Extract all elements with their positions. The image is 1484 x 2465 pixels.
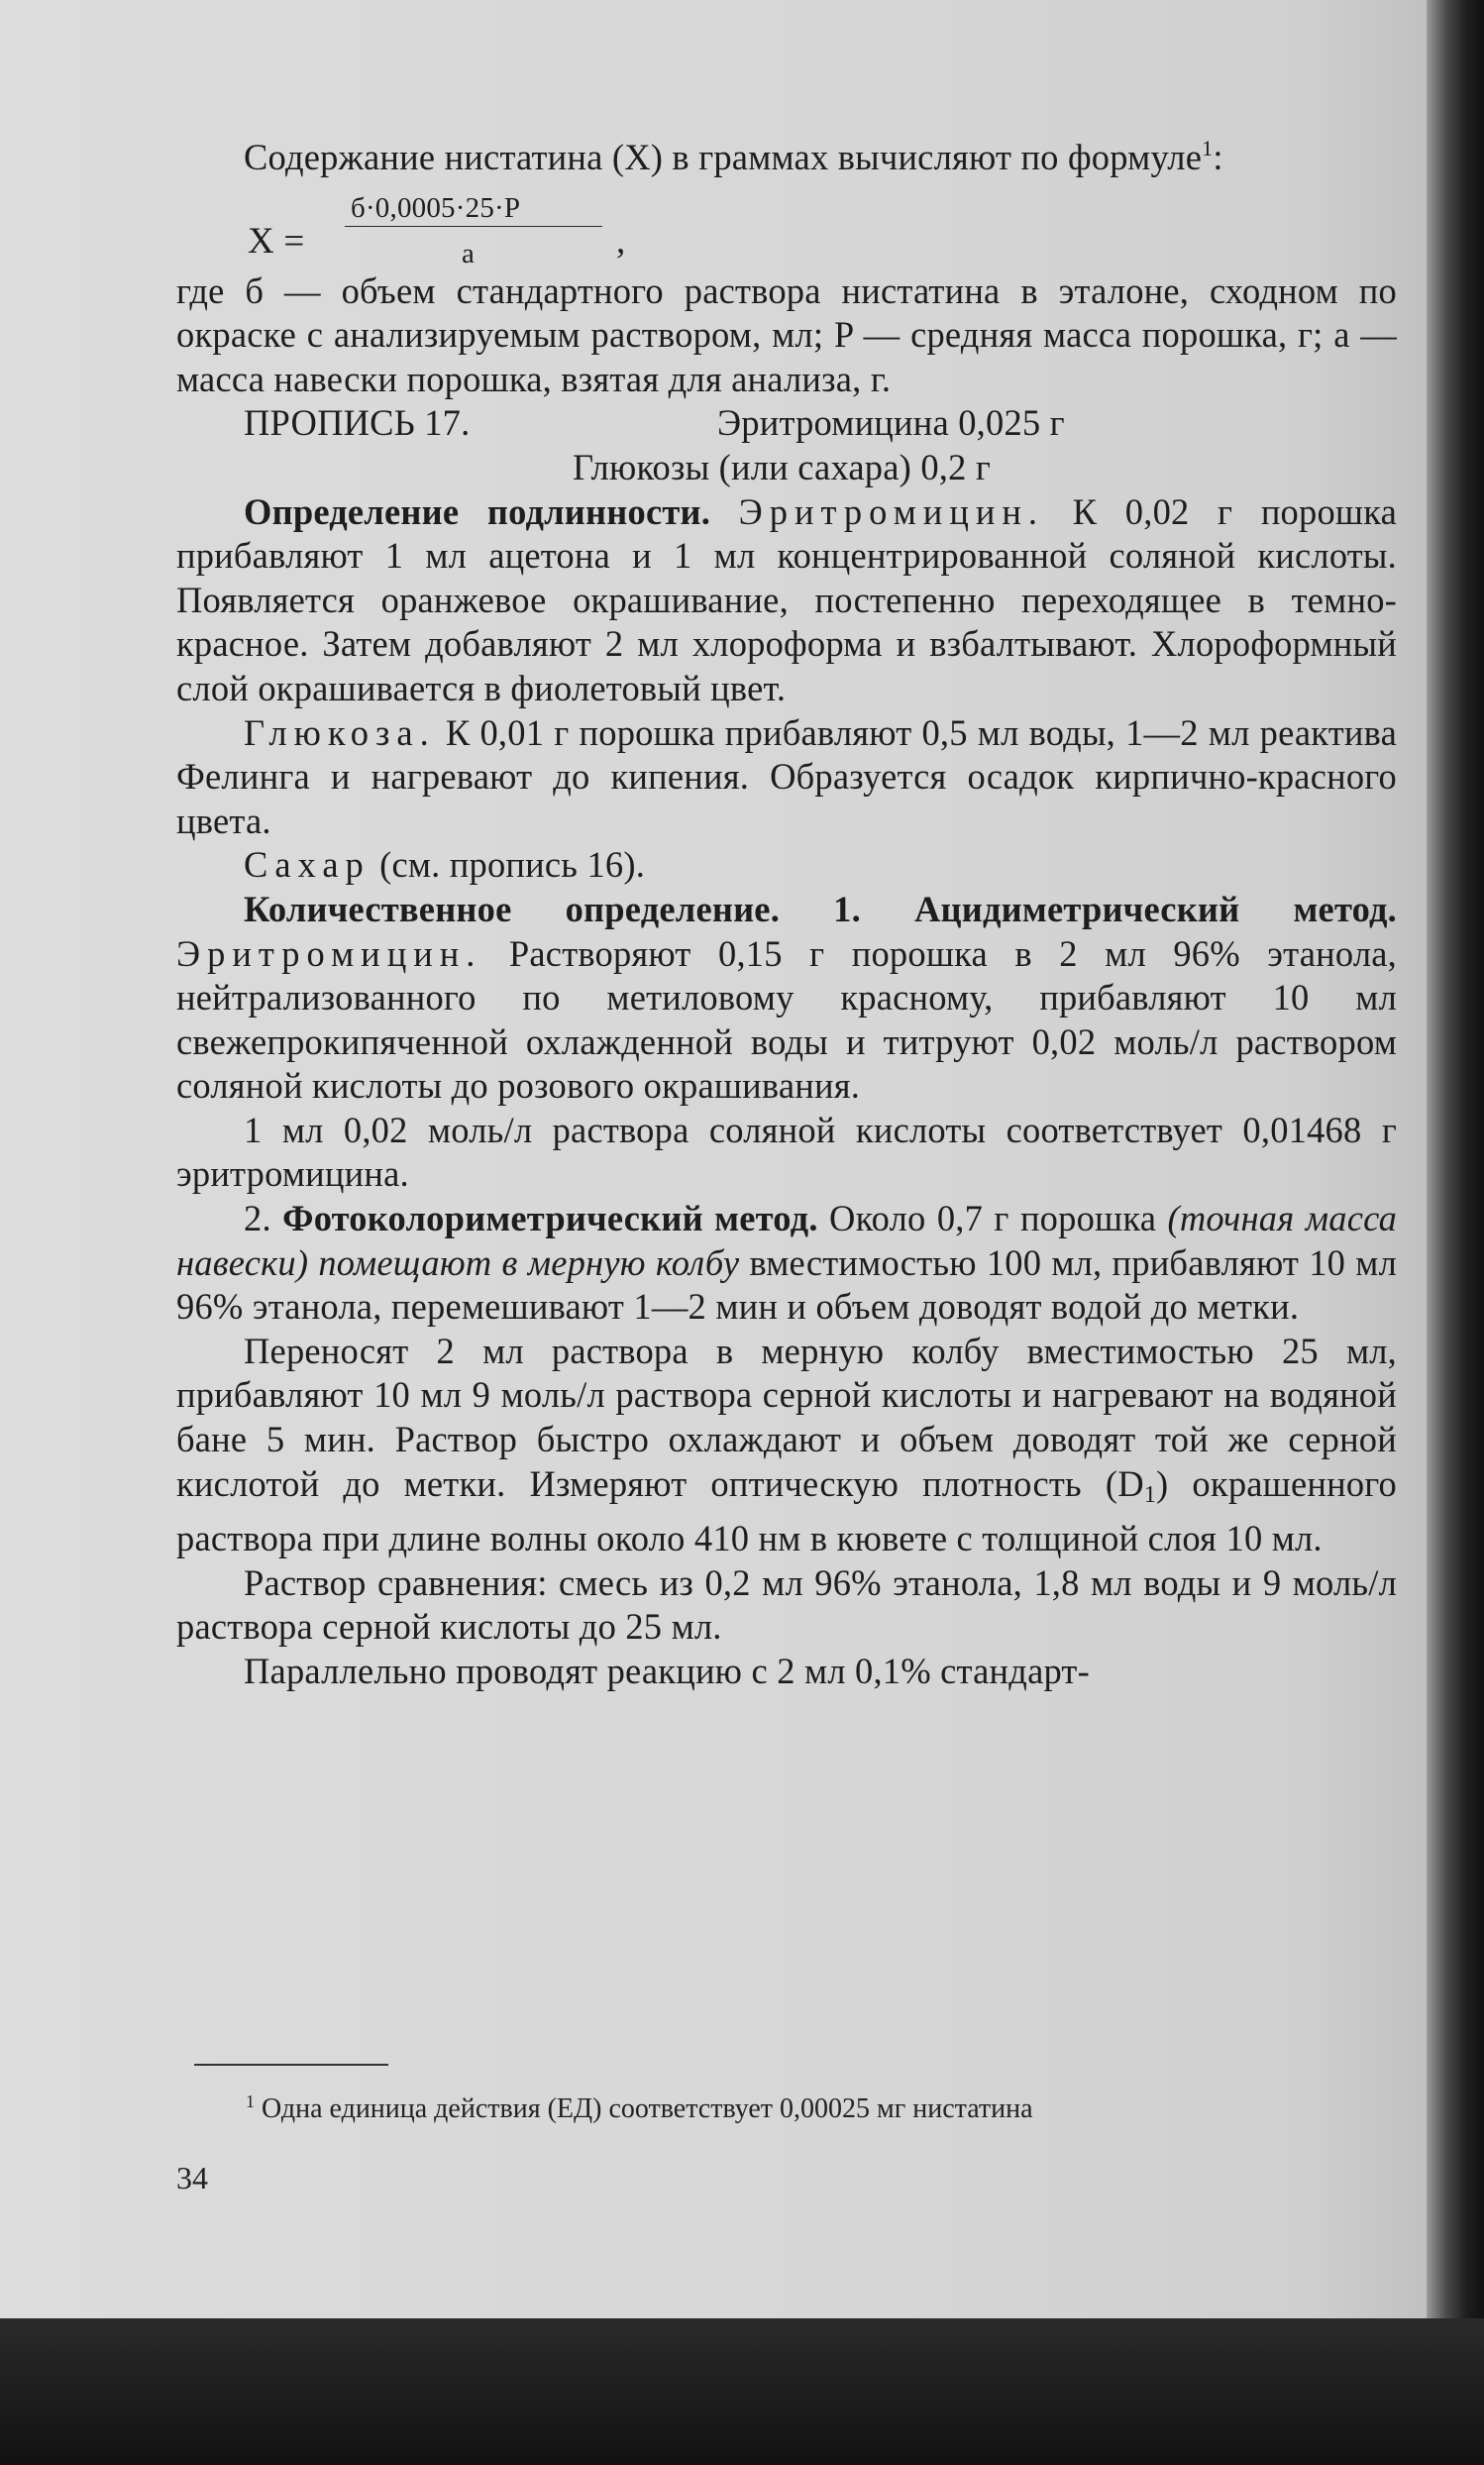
- prescription-label: ПРОПИСЬ 17.: [244, 402, 471, 444]
- prescription-item-1: Эритромицина 0,025 г: [717, 402, 1065, 444]
- formula: [176, 180, 1397, 271]
- formula-denominator: а: [462, 237, 476, 269]
- paragraph-reference-solution: Раствор сравнения: смесь из 0,2 мл 96% этанола, 1,8 мл воды и 9 моль/л раствора серной кислоты до 25 мл.: [176, 1561, 1397, 1648]
- text-span: Содержание нистатина (X) в граммах вычисляют по формуле: [244, 137, 1203, 177]
- text-span: Растворяют 0,15 г порошка в 2 мл 96% этанола, нейтрализованного по метиловому красному, прибавляют 10 мл свежепрокипяченной охлажденной воды и титруют 0,02 моль/л раствором соляной кислоты до розового окрашивания.: [176, 932, 1397, 1107]
- section-heading: Определение подлинности.: [244, 490, 711, 532]
- body-text: [176, 127, 1397, 1694]
- prescription-item-2: Глюкозы (или сахара) 0,2 г: [573, 446, 992, 487]
- text-span: ) окрашенного раствора при длине волны около 410 нм в кювете с толщиной слоя 10 мл.: [176, 1462, 1398, 1559]
- spaced-term: Сахар: [244, 844, 371, 886]
- footnote-reference: 1: [1202, 136, 1214, 161]
- footnote-mark: 1: [246, 2091, 255, 2111]
- text-span: :: [1213, 137, 1223, 177]
- footnote: [246, 2084, 1405, 2127]
- text-span: К 0,01 г порошка прибавляют 0,5 мл воды, 1—2 мл реактива Фелинга и нагревают до кипения. Образуется осадок кирпично-красного цвета.: [176, 711, 1397, 841]
- spaced-term: Эритромицин.: [176, 932, 482, 974]
- subscript: 1: [1143, 1481, 1157, 1508]
- formula-comma: ,: [616, 220, 626, 262]
- text-span: Одна единица действия (ЕД) соответствует 0,00025 мг нистатина: [262, 2093, 1033, 2124]
- text-span: вместимостью 100 мл, прибавляют 10 мл 96% этанола, перемешивают 1—2 мин и объем доводят водой до метки.: [176, 1241, 1397, 1328]
- paragraph-photocolorimetric: [176, 1197, 1397, 1330]
- paragraph-sugar: [176, 843, 1397, 888]
- paragraph-transfer: [176, 1330, 1397, 1561]
- formula-numerator: б·0,0005·25·P: [351, 191, 521, 224]
- paragraph-quantitative: [176, 888, 1397, 1109]
- paragraph-equivalence: 1 мл 0,02 моль/л раствора соляной кислоты соответствует 0,01468 г эритромицина.: [176, 1109, 1397, 1195]
- spaced-term: Глюкоза.: [244, 711, 436, 753]
- text-span: (см. пропись 16).: [379, 844, 646, 886]
- paragraph-parallel: Параллельно проводят реакцию с 2 мл 0,1% стандарт-: [244, 1651, 1090, 1691]
- italic-text: (точная масса навески) помещают в мерную колбу: [176, 1198, 1398, 1283]
- paragraph-formula-intro: [176, 127, 1397, 180]
- paragraph-glucose: [176, 711, 1397, 844]
- book-spine-shadow: [1427, 0, 1484, 2318]
- prescription-header: [176, 401, 1397, 446]
- prescription-line-2: [176, 446, 1397, 490]
- text-span: Переносят 2 мл раствора в мерную колбу вместимостью 25 мл, прибавляют 10 мл 9 моль/л раствора серной кислоты и нагревают на водяной бане 5 мин. Раствор быстро охлаждают и объем доводят той же серной кислотой до метки. Измеряют оптическую плотность (D: [176, 1330, 1397, 1504]
- fraction-bar: [345, 226, 602, 227]
- section-heading: Фотоколориметрический метод.: [282, 1198, 818, 1239]
- text-span: 2.: [244, 1198, 271, 1239]
- page-number: 34: [176, 2160, 208, 2196]
- spaced-term: Эритромицин.: [738, 490, 1045, 532]
- text-span: Около 0,7 г порошка: [829, 1198, 1157, 1239]
- footnote-separator: [194, 2064, 388, 2066]
- scanner-bed-edge: [0, 2318, 1484, 2465]
- text-span: К 0,02 г порошка прибавляют 1 мл ацетона и 1 мл концентрированной соляной кислоты. Появляется оранжевое окрашивание, постепенно переходящее в темно-красное. Затем добавляют 2 мл хлороформа и взбалтывают. Хлороформный слой окрашивается в фиолетовый цвет.: [176, 490, 1397, 708]
- paragraph-formula-legend: где б — объем стандартного раствора нистатина в эталоне, сходном по окраске с анализируемым раствором, мл; P — средняя масса порошка, г; а — масса навески порошка, взятая для анализа, г.: [176, 269, 1397, 399]
- section-heading: Количественное определение. 1. Ацидиметрический метод.: [244, 888, 1397, 929]
- formula-lhs: X =: [248, 220, 305, 262]
- paragraph-identity: [176, 490, 1397, 711]
